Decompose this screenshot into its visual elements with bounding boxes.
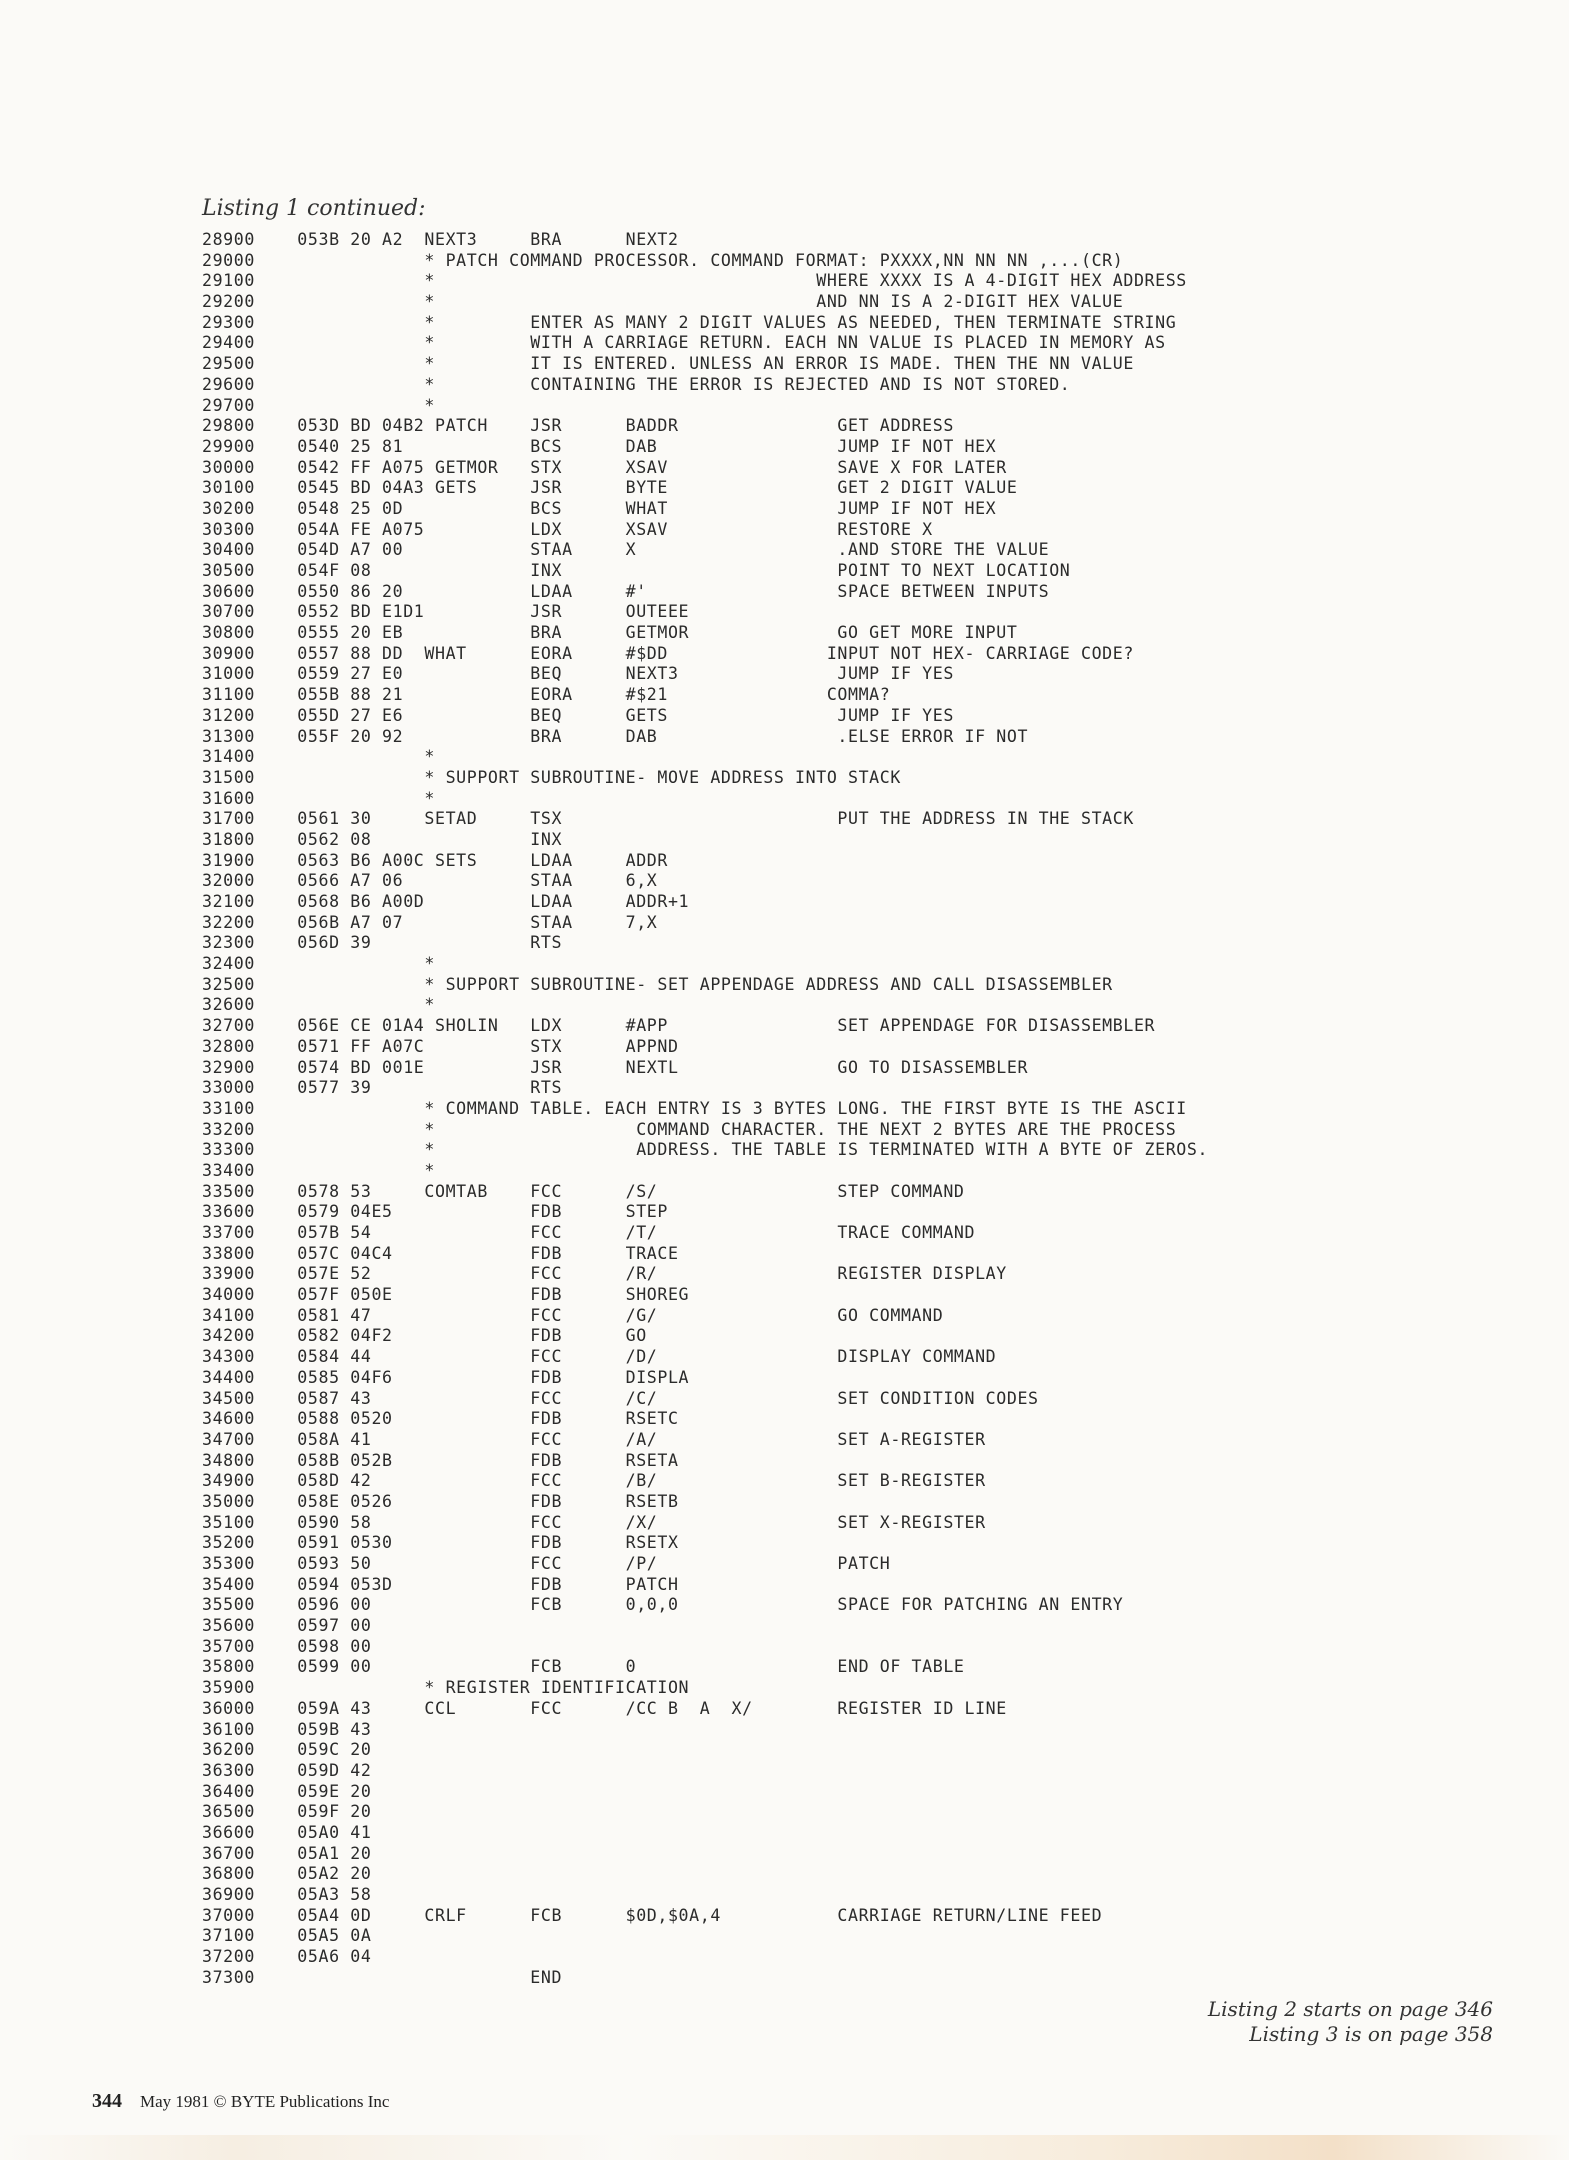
code-line: 36700 05A1 20 (202, 1843, 372, 1863)
paper-stain (0, 2135, 1569, 2160)
code-line: 30800 0555 20 EB BRA GETMOR GO GET MORE INPUT (202, 623, 1018, 643)
code-line: 30300 054A FE A075 LDX XSAV RESTORE X (202, 519, 933, 539)
code-line: 32000 0566 A7 06 STAA 6,X (202, 871, 658, 891)
code-line: 31400 * (202, 747, 435, 767)
code-line: 34200 0582 04F2 FDB GO (202, 1326, 647, 1346)
code-line: 34300 0584 44 FCC /D/ DISPLAY COMMAND (202, 1347, 997, 1367)
code-line: 33200 * COMMAND CHARACTER. THE NEXT 2 BYTES ARE THE PROCESS (202, 1119, 1177, 1139)
code-line: 35500 0596 00 FCB 0,0,0 SPACE FOR PATCHING AN ENTRY (202, 1595, 1124, 1615)
code-line: 32500 * SUPPORT SUBROUTINE- SET APPENDAGE ADDRESS AND CALL DISASSEMBLER (202, 974, 1113, 994)
code-line: 30600 0550 86 20 LDAA #' SPACE BETWEEN INPUTS (202, 581, 1050, 601)
code-line: 33400 * (202, 1160, 435, 1180)
code-line: 32800 0571 FF A07C STX APPND (202, 1036, 679, 1056)
code-line: 36300 059D 42 (202, 1760, 372, 1780)
code-line: 30900 0557 88 DD WHAT EORA #$DD INPUT NOT HEX- CARRIAGE CODE? (202, 643, 1134, 663)
code-line: 29900 0540 25 81 BCS DAB JUMP IF NOT HEX (202, 436, 997, 456)
code-line: 29700 * (202, 395, 435, 415)
code-line: 32200 056B A7 07 STAA 7,X (202, 912, 658, 932)
code-line: 35100 0590 58 FCC /X/ SET X-REGISTER (202, 1512, 986, 1532)
code-line: 33000 0577 39 RTS (202, 1078, 563, 1098)
footnote-listing-2: Listing 2 starts on page 346 (1207, 1997, 1493, 2021)
code-line: 35400 0594 053D FDB PATCH (202, 1574, 679, 1594)
code-line: 36100 059B 43 (202, 1719, 372, 1739)
code-line: 31100 055B 88 21 EORA #$21 COMMA? (202, 685, 891, 705)
code-line: 32400 * (202, 954, 435, 974)
code-line: 35600 0597 00 (202, 1616, 372, 1636)
code-line: 31300 055F 20 92 BRA DAB .ELSE ERROR IF NOT (202, 726, 1029, 746)
code-line: 34800 058B 052B FDB RSETA (202, 1450, 679, 1470)
code-line: 29800 053D BD 04B2 PATCH JSR BADDR GET ADDRESS (202, 416, 954, 436)
code-line: 30500 054F 08 INX POINT TO NEXT LOCATION (202, 561, 1071, 580)
code-line: 29000 * PATCH COMMAND PROCESSOR. COMMAND FORMAT: PXXXX,NN NN NN ,...(CR) (202, 250, 1124, 270)
code-line: 34100 0581 47 FCC /G/ GO COMMAND (202, 1305, 944, 1325)
code-line: 36500 059F 20 (202, 1802, 372, 1822)
code-line: 34600 0588 0520 FDB RSETC (202, 1409, 679, 1429)
publication-credit: May 1981 © BYTE Publications Inc (140, 2092, 390, 2111)
code-line: 31900 0563 B6 A00C SETS LDAA ADDR (202, 850, 668, 870)
code-line: 34000 057F 050E FDB SHOREG (202, 1285, 690, 1305)
code-line: 33100 * COMMAND TABLE. EACH ENTRY IS 3 BYTES LONG. THE FIRST BYTE IS THE ASCII (202, 1098, 1187, 1118)
code-line: 29100 * WHERE XXXX IS A 4-DIGIT HEX ADDRESS (202, 271, 1187, 291)
code-line: 33900 057E 52 FCC /R/ REGISTER DISPLAY (202, 1264, 1007, 1284)
code-line: 32600 * (202, 995, 435, 1015)
code-line: 33600 0579 04E5 FDB STEP (202, 1202, 668, 1222)
footnotes (1208, 1997, 1493, 2047)
code-line: 31500 * SUPPORT SUBROUTINE- MOVE ADDRESS INTO STACK (202, 767, 901, 787)
code-line: 31800 0562 08 INX (202, 829, 563, 849)
code-line: 28900 053B 20 A2 NEXT3 BRA NEXT2 (202, 230, 679, 249)
code-line: 34400 0585 04F6 FDB DISPLA (202, 1367, 690, 1387)
code-line: 30700 0552 BD E1D1 JSR OUTEEE (202, 602, 690, 622)
code-line: 36600 05A0 41 (202, 1822, 372, 1842)
code-line: 36800 05A2 20 (202, 1864, 372, 1884)
code-line: 35900 * REGISTER IDENTIFICATION (202, 1678, 690, 1698)
code-line: 32700 056E CE 01A4 SHOLIN LDX #APP SET APPENDAGE FOR DISASSEMBLER (202, 1016, 1156, 1036)
code-line: 36400 059E 20 (202, 1781, 372, 1801)
page-footer (92, 2090, 389, 2113)
code-line: 29400 * WITH A CARRIAGE RETURN. EACH NN VALUE IS PLACED IN MEMORY AS (202, 333, 1166, 353)
code-line: 36000 059A 43 CCL FCC /CC B A X/ REGISTER ID LINE (202, 1698, 1007, 1718)
code-line: 34700 058A 41 FCC /A/ SET A-REGISTER (202, 1429, 986, 1449)
code-line: 32100 0568 B6 A00D LDAA ADDR+1 (202, 892, 690, 911)
code-line: 37000 05A4 0D CRLF FCB $0D,$0A,4 CARRIAGE RETURN/LINE FEED (202, 1905, 1103, 1925)
code-line: 35700 0598 00 (202, 1636, 372, 1656)
code-line: 35200 0591 0530 FDB RSETX (202, 1533, 679, 1553)
code-listing (202, 230, 1208, 1988)
code-line: 33300 * ADDRESS. THE TABLE IS TERMINATED WITH A BYTE OF ZEROS. (202, 1140, 1209, 1160)
code-line: 37300 END (202, 1967, 563, 1987)
code-line: 29300 * ENTER AS MANY 2 DIGIT VALUES AS NEEDED, THEN TERMINATE STRING (202, 312, 1177, 332)
page-number: 344 (92, 2090, 122, 2112)
code-line: 34900 058D 42 FCC /B/ SET B-REGISTER (202, 1471, 986, 1491)
code-line: 37100 05A5 0A (202, 1926, 372, 1946)
code-line: 30100 0545 BD 04A3 GETS JSR BYTE GET 2 DIGIT VALUE (202, 478, 1018, 498)
code-line: 31200 055D 27 E6 BEQ GETS JUMP IF YES (202, 705, 954, 725)
code-line: 30400 054D A7 00 STAA X .AND STORE THE VALUE (202, 540, 1050, 560)
code-line: 30000 0542 FF A075 GETMOR STX XSAV SAVE X FOR LATER (202, 457, 1007, 477)
code-line: 35000 058E 0526 FDB RSETB (202, 1491, 679, 1511)
code-line: 37200 05A6 04 (202, 1947, 372, 1967)
code-line: 31700 0561 30 SETAD TSX PUT THE ADDRESS IN THE STACK (202, 809, 1134, 829)
code-line: 30200 0548 25 0D BCS WHAT JUMP IF NOT HEX (202, 498, 997, 518)
code-line: 33800 057C 04C4 FDB TRACE (202, 1243, 679, 1263)
code-line: 29500 * IT IS ENTERED. UNLESS AN ERROR IS MADE. THEN THE NN VALUE (202, 354, 1134, 374)
code-line: 29200 * AND NN IS A 2-DIGIT HEX VALUE (202, 292, 1124, 312)
code-line: 36200 059C 20 (202, 1740, 372, 1760)
code-line: 32300 056D 39 RTS (202, 933, 563, 953)
code-line: 31600 * (202, 788, 435, 808)
code-line: 33700 057B 54 FCC /T/ TRACE COMMAND (202, 1223, 976, 1242)
code-line: 31000 0559 27 E0 BEQ NEXT3 JUMP IF YES (202, 664, 954, 684)
code-line: 33500 0578 53 COMTAB FCC /S/ STEP COMMAND (202, 1181, 965, 1201)
code-line: 34500 0587 43 FCC /C/ SET CONDITION CODES (202, 1388, 1039, 1408)
code-line: 36900 05A3 58 (202, 1885, 372, 1904)
listing-heading: Listing 1 continued: (202, 196, 426, 221)
footnote-listing-3: Listing 3 is on page 358 (1249, 2022, 1493, 2046)
code-line: 32900 0574 BD 001E JSR NEXTL GO TO DISASSEMBLER (202, 1057, 1029, 1077)
code-line: 29600 * CONTAINING THE ERROR IS REJECTED AND IS NOT STORED. (202, 374, 1071, 394)
code-line: 35300 0593 50 FCC /P/ PATCH (202, 1554, 891, 1573)
code-line: 35800 0599 00 FCB 0 END OF TABLE (202, 1657, 965, 1677)
